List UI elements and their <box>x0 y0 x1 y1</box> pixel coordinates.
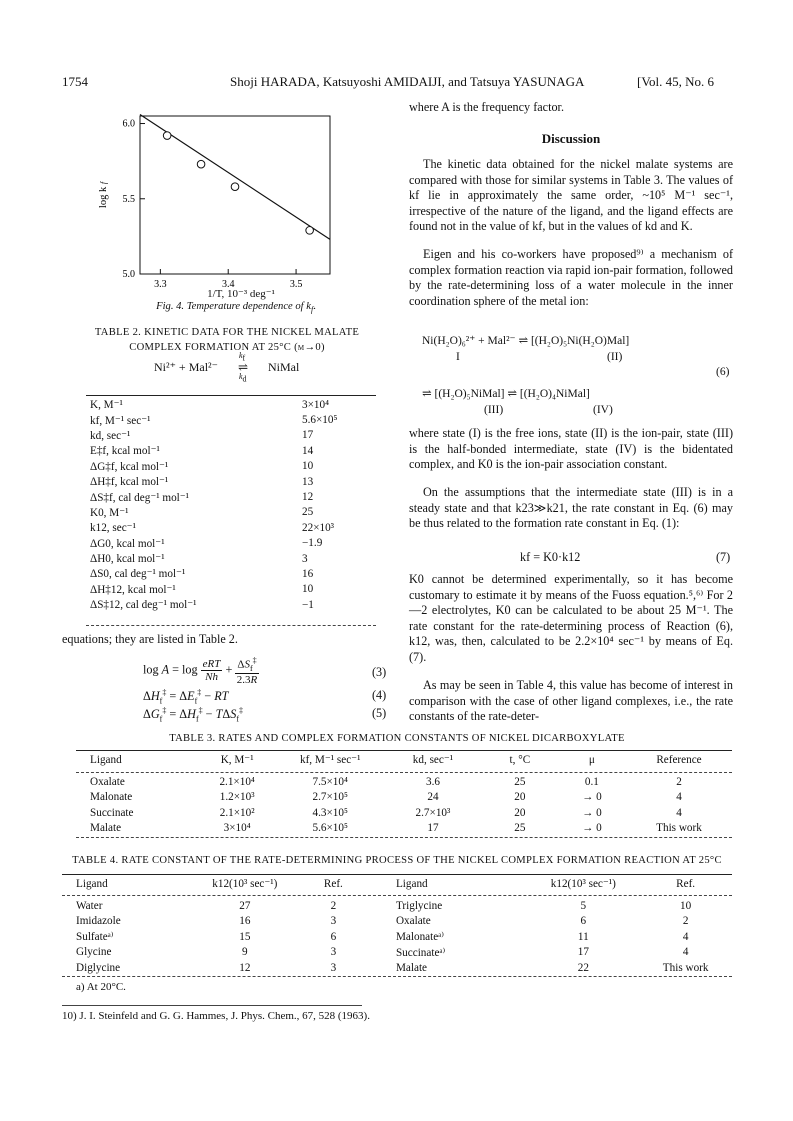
discussion-para-2: Eigen and his co-workers have proposed⁹⁾ a mechanism of complex formation reaction via rapid ion-pair formation, followed by the rate-determining loss of a water molecule in the inner coordination sphere of the metal ion: <box>409 247 733 308</box>
equation-6-state-II: (II) <box>607 351 623 363</box>
table-4-header: k12(10³ sec⁻¹) <box>212 878 278 891</box>
table-2-label: kd, sec⁻¹ <box>90 429 131 442</box>
footnote-10: 10) J. I. Steinfeld and G. G. Hammes, J. Phys. Chem., 67, 528 (1963). <box>62 1010 370 1022</box>
equation-5-number: (5) <box>372 706 387 720</box>
table-3-cell: 1.2×10³ <box>219 791 255 804</box>
table-4-cell: 15 <box>239 930 251 943</box>
equation-5: $\Delta G_f^\ddagger = \Delta H_f^\ddagger - T\Delta S_f^\ddagger$ <box>143 706 243 724</box>
table-3-header: kf, M⁻¹ sec⁻¹ <box>299 754 361 767</box>
right-line-0: where A is the frequency factor. <box>409 100 564 114</box>
table-2-row <box>90 536 374 551</box>
table-3-cell: Succinate <box>90 806 134 819</box>
table-3-header-rule <box>76 772 732 773</box>
table-3-cell: Malonate <box>90 791 133 804</box>
table-4 <box>62 876 732 976</box>
table-2-title-line2: COMPLEX FORMATION AT 25°C (μ→0) <box>129 342 325 353</box>
table-3-cell: 4 <box>676 806 682 819</box>
equation-4-number: (4) <box>372 688 387 702</box>
plot-frame <box>140 116 330 274</box>
table-3-header: Ligand <box>90 753 122 766</box>
table-3-cell: 2.1×10² <box>219 806 255 819</box>
table-2-value: 10 <box>302 460 314 473</box>
table-3-bottom-rule <box>76 837 732 838</box>
table-2-bottom-rule <box>86 625 376 626</box>
table-2 <box>90 397 374 612</box>
figure-4 <box>88 108 348 308</box>
table-3-row <box>76 805 732 821</box>
table-3-title: TABLE 3. RATES AND COMPLEX FORMATION CONSTANTS OF NICKEL DICARBOXYLATE <box>169 733 625 744</box>
table-4-title: TABLE 4. RATE CONSTANT OF THE RATE-DETERMINING PROCESS OF THE NICKEL COMPLEX FORMATION REACTION AT 25°C <box>72 855 722 866</box>
equation-6-state-IV: (IV) <box>593 404 613 416</box>
table-4-cell: This work <box>662 961 709 974</box>
table-4-cell: Diglycine <box>76 961 121 974</box>
table-3-cell: → 0 <box>582 822 602 835</box>
table-4-cell: Oxalate <box>395 915 431 928</box>
table-4-cell: 16 <box>239 915 251 928</box>
table-4-cell: 12 <box>239 961 251 974</box>
table-3-cell: 25 <box>514 822 526 835</box>
table-4-cell: 3 <box>330 915 337 928</box>
equation-6-line-1: Ni(H₂O)₆²⁺ + Mal²⁻ ⇌ [(H₂O)₅Ni(H₂O)Mal] <box>422 335 630 347</box>
table-2-value: −1.9 <box>302 537 323 550</box>
table-4-header: Ref. <box>323 877 343 890</box>
table-3-cell: 2 <box>676 775 682 788</box>
table-4-header-rule <box>62 895 732 896</box>
table-2-value: 14 <box>302 444 314 457</box>
table-2-value: 3 <box>302 552 308 565</box>
table-3-cell: 20 <box>514 806 526 819</box>
left-paragraph: equations; they are listed in Table 2. <box>62 632 238 646</box>
table-4-cell: 10 <box>680 899 692 912</box>
table-2-row <box>90 489 374 504</box>
table-3-row <box>76 821 732 837</box>
table-2-value: 22×10³ <box>302 521 335 534</box>
table-2-label: E‡f, kcal mol⁻¹ <box>90 445 160 458</box>
table-2-row <box>90 505 374 520</box>
y-tick-label: 5.5 <box>122 193 135 205</box>
table-4-row <box>62 929 732 945</box>
table-3-cell: This work <box>656 822 702 835</box>
table-4-bottom-rule <box>62 976 732 977</box>
table-2-label: ΔG‡f, kcal mol⁻¹ <box>90 460 169 473</box>
table-4-header: k12(10³ sec⁻¹) <box>550 878 616 891</box>
equation-3-number: (3) <box>372 665 387 679</box>
table-2-label: ΔS‡f, cal deg⁻¹ mol⁻¹ <box>90 491 190 504</box>
table-3-cell: 2.1×10⁴ <box>219 775 255 788</box>
table-3-cell: 24 <box>427 791 439 804</box>
discussion-para-5: K0 cannot be determined experimentally, so it has become customary to estimate it by means of the Fuoss equation.⁵,⁶⁾ For 2—2 electrolytes, K0 can be calculated to be about 25 M⁻¹. The rate constant for the rate-determining process of Reaction (6), k12, was, then, calculated to be 2.2×10⁴ sec⁻¹ by means of Eq. (7). <box>409 572 733 664</box>
table-2-row <box>90 443 374 458</box>
table-3-cell: Malate <box>90 822 122 835</box>
table-3-cell: → 0 <box>582 791 602 804</box>
table-2-value: 5.6×10⁵ <box>302 414 338 427</box>
equation-7: kf = K0·k12 <box>520 550 581 564</box>
table-3-row <box>76 768 732 790</box>
discussion-heading: Discussion <box>541 131 601 146</box>
table-4-top-rule <box>62 874 732 875</box>
table-3-row <box>76 790 732 806</box>
table-4-cell: 9 <box>242 946 248 959</box>
table-2-row <box>90 474 374 489</box>
table-2-value: 12 <box>302 491 314 504</box>
table-4-cell: Glycine <box>76 946 112 959</box>
table-3-cell: 7.5×10⁴ <box>312 775 348 788</box>
table-2-row <box>90 551 374 566</box>
table-2-row <box>90 459 374 474</box>
x-tick-label: 3.4 <box>221 279 235 290</box>
table-4-header: Ligand <box>76 877 108 890</box>
table-3-cell: 20 <box>514 791 526 804</box>
table-4-cell: 5 <box>580 899 587 912</box>
footnote-rule <box>62 1005 362 1006</box>
table-2-row <box>90 412 374 427</box>
table-4-cell: 4 <box>682 930 689 943</box>
table-4-cell: 2 <box>682 915 689 928</box>
table-2-label: kf, M⁻¹ sec⁻¹ <box>90 414 151 427</box>
table-4-cell: Water <box>76 899 103 912</box>
table-3-header: kd, sec⁻¹ <box>412 754 454 767</box>
table-4-row <box>62 960 732 976</box>
page-number: 1754 <box>62 74 88 89</box>
journal-volume: [Vol. 45, No. 6 <box>637 74 715 89</box>
table-2-value: 25 <box>302 506 314 519</box>
discussion-para-4: On the assumptions that the intermediate state (III) is in a steady state and that k23≫k21, the rate constant in Eq. (6) may be thus related to the formation rate constant in Eq. (1): <box>409 485 733 531</box>
discussion-para-6: As may be seen in Table 4, this value has become of interest in comparison with the case of other ligand complexes, i.e., the rate constants of the rate-deter- <box>409 678 733 724</box>
table-4-cell: 17 <box>577 946 589 959</box>
table-2-value: 3×10⁴ <box>302 398 329 411</box>
table-4-cell: 11 <box>577 930 589 943</box>
table-3-header: K, M⁻¹ <box>220 754 254 767</box>
table-2-label: ΔG0, kcal mol⁻¹ <box>90 537 165 550</box>
table-4-footnote: a) At 20°C. <box>76 981 126 993</box>
table-2-value: −1 <box>302 598 314 611</box>
equation-6 <box>422 333 732 347</box>
table-4-cell: Imidazole <box>76 915 121 928</box>
table-4-cell: Triglycine <box>395 899 443 912</box>
data-point <box>163 132 171 140</box>
table-2-value: 10 <box>302 583 314 596</box>
table-4-cell: Malonateᵃ⁾ <box>395 931 445 944</box>
equation-7-number: (7) <box>716 550 731 564</box>
table-3-cell: 4 <box>676 791 682 804</box>
table-4-row <box>62 945 732 961</box>
table-3-cell: 2.7×10³ <box>415 806 451 819</box>
table-3-cell: 4.3×10⁵ <box>312 806 348 819</box>
table-4-cell: 22 <box>577 961 589 974</box>
table-2-label: k12, sec⁻¹ <box>90 522 136 535</box>
table-4-cell: 3 <box>330 946 337 959</box>
table-2-value: 17 <box>302 429 314 442</box>
equation-3: log A = log eRT Nh + $\Delta S_f^\ddagger$ 2.3R <box>143 656 258 686</box>
table-3-cell: → 0 <box>582 806 602 819</box>
table-2-value: 13 <box>302 475 314 488</box>
table-4-header: Ligand <box>395 877 428 890</box>
table-3-top-rule <box>76 750 732 751</box>
table-4-cell: Succinateᵃ⁾ <box>395 946 446 959</box>
table-3-cell: 3×10⁴ <box>223 822 251 835</box>
table-2-label: ΔH‡f, kcal mol⁻¹ <box>90 476 169 489</box>
table-3 <box>76 752 732 836</box>
table-2-label: ΔS0, cal deg⁻¹ mol⁻¹ <box>90 568 186 581</box>
table-4-cell: 2 <box>330 899 337 912</box>
table-4-header: Ref. <box>676 877 696 890</box>
table-3-header: Reference <box>656 753 702 766</box>
data-point <box>306 227 314 235</box>
table-2-top-rule <box>86 395 376 396</box>
table-2-title: TABLE 2. KINETIC DATA FOR THE NICKEL MALATE <box>94 327 360 338</box>
table-2-label: ΔH0, kcal mol⁻¹ <box>90 553 165 566</box>
table-3-cell: 17 <box>427 822 439 835</box>
table-4-cell: 6 <box>330 930 337 943</box>
equation-6-line-2: ⇌ [(H₂O)₅NiMal] ⇌ [(H₂O)₄NiMal] <box>422 388 590 400</box>
figure-4-caption: Fig. 4. Temperature dependence of $k_f$. <box>156 301 316 315</box>
table-2-row <box>90 428 374 443</box>
x-tick-label: 3.5 <box>289 279 303 290</box>
y-axis-label: log k f <box>98 181 109 209</box>
table-2-value: 16 <box>302 567 314 580</box>
discussion-para-1: The kinetic data obtained for the nickel malate systems are compared with those for similar systems in Table 3. The values of kf lie in approximately the same order, ~10⁵ M⁻¹ sec⁻¹, irrespective of the nature of the ligand, and the ligand effects are found not in the value of kf, but in the values of kd and K. <box>409 157 733 234</box>
table-2-label: K0, M⁻¹ <box>90 506 129 519</box>
equation-6-state-III: (III) <box>484 404 504 416</box>
table-2-label: ΔH‡12, kcal mol⁻¹ <box>90 583 176 596</box>
y-tick-label: 6.0 <box>122 118 135 130</box>
running-authors: Shoji HARADA, Katsuyoshi AMIDAIJI, and Tatsuya YASUNAGA <box>230 74 585 89</box>
y-axis-label-sub: f <box>99 181 108 185</box>
figure-4-xlabel: 1/T, 10⁻³ deg⁻¹ <box>207 288 275 300</box>
table-4-cell: 4 <box>682 946 689 959</box>
table-2-row <box>90 520 374 535</box>
table-2-row <box>90 597 374 612</box>
y-tick-label: 5.0 <box>122 269 135 280</box>
table-3-cell: 25 <box>514 775 526 788</box>
figure-4-plot <box>88 108 348 308</box>
table-2-reaction: Ni²⁺ + Mal²⁻ $k_f$ ⇌ $k_d$ NiMal <box>154 351 300 384</box>
table-3-cell: 5.6×10⁵ <box>312 822 348 835</box>
table-4-cell: 3 <box>330 961 337 974</box>
table-3-cell: Oxalate <box>90 775 125 788</box>
table-3-header: t, °C <box>509 753 531 766</box>
equation-6-number: (6) <box>716 366 730 378</box>
table-4-row <box>62 914 732 930</box>
data-point <box>231 183 239 191</box>
table-2-row <box>90 397 374 412</box>
x-tick-label: 3.3 <box>154 279 167 290</box>
data-point <box>197 160 205 168</box>
table-2-row <box>90 582 374 597</box>
table-2-label: K, M⁻¹ <box>90 399 123 412</box>
table-3-cell: 2.7×10⁵ <box>312 791 348 804</box>
discussion-para-3: where state (I) is the free ions, state (II) is the ion-pair, state (III) is the half-bonded intermediate, state (IV) is the bidentated complex, and K0 is the ion-pair association constant. <box>409 426 733 472</box>
table-2-row <box>90 566 374 581</box>
table-2-label: ΔS‡12, cal deg⁻¹ mol⁻¹ <box>90 599 197 612</box>
table-4-cell: 6 <box>580 915 587 928</box>
table-3-cell: 3.6 <box>425 775 440 788</box>
table-3-cell: 0.1 <box>584 775 599 788</box>
equation-6-state-I: I <box>456 351 460 363</box>
table-3-header: μ <box>588 753 595 766</box>
table-4-cell: 27 <box>239 899 251 912</box>
table-4-cell: Malate <box>395 961 428 974</box>
equation-4: $\Delta H_f^\ddagger = \Delta E_f^\ddagger$ − RT <box>143 688 229 706</box>
table-4-cell: Sulfateᵃ⁾ <box>76 931 114 944</box>
